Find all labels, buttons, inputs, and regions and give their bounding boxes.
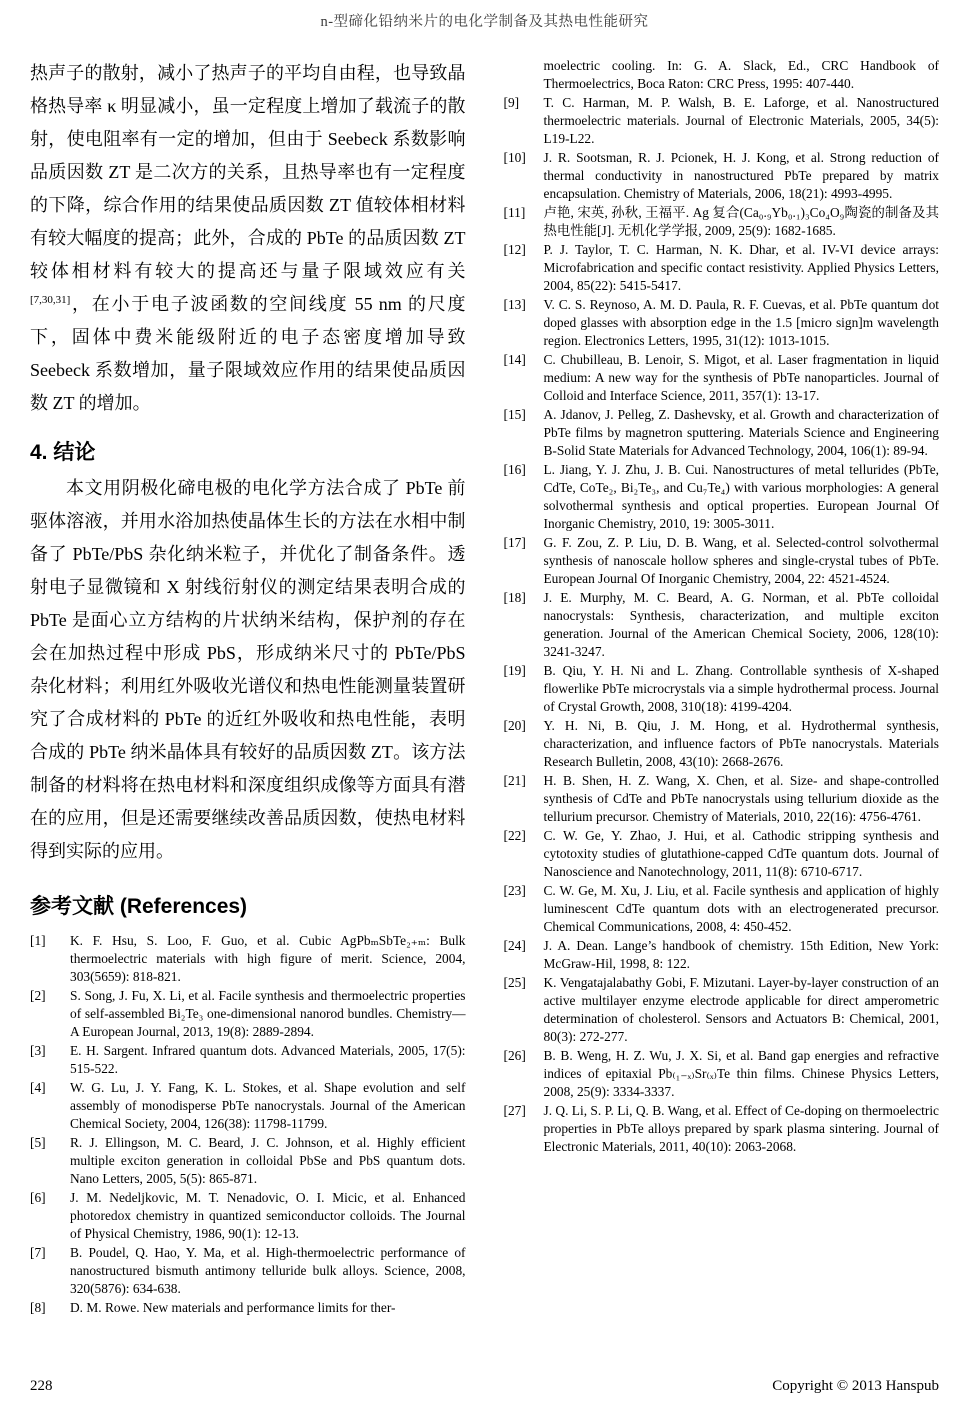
- reference-item: [504, 296, 940, 350]
- reference-number: [13]: [503, 297, 526, 312]
- reference-item: [30, 987, 466, 1041]
- reference-item: [504, 149, 940, 203]
- reference-text: W. G. Lu, J. Y. Fang, K. L. Stokes, et al. Shape evolution and self assembly of monodisperse PbTe nanocrystals. Journal of the American Chemical Society, 2004, 126(38): 11798-11799.: [70, 1080, 466, 1131]
- reference-text: K. F. Hsu, S. Loo, F. Guo, et al. Cubic AgPbₘSbTe₂₊ₘ: Bulk thermoelectric materials with high figure of merit. Science, 2004, 303(5659): 818-821.: [70, 933, 466, 984]
- right-column: [504, 57, 940, 1318]
- reference-item: [504, 589, 940, 661]
- reference-text: E. H. Sargent. Infrared quantum dots. Advanced Materials, 2005, 17(5): 515-522.: [70, 1043, 466, 1076]
- reference-item: [30, 1299, 466, 1317]
- section-heading-conclusion: 4. 结论: [30, 441, 96, 464]
- reference-number: [11]: [503, 205, 526, 220]
- reference-number: [5]: [30, 1135, 46, 1150]
- reference-number: [26]: [503, 1048, 526, 1063]
- reference-number: [21]: [503, 773, 526, 788]
- reference-number: [504, 57, 544, 93]
- reference-item: [30, 1189, 466, 1243]
- reference-text: J. M. Nedeljkovic, M. T. Nenadovic, O. I. Micic, et al. Enhanced photoredox chemistry in quantized semiconductor colloids. The Journal of Physical Chemistry, 1986, 90(1): 12-13.: [70, 1190, 466, 1241]
- reference-number: [4]: [30, 1080, 46, 1095]
- left-column: [30, 57, 466, 1318]
- reference-text: B. Qiu, Y. H. Ni and L. Zhang. Controllable synthesis of X-shaped flowerlike PbTe microcrystals via a simple hydrothermal process. Journal of Crystal Growth, 2008, 310(18): 4199-4204.: [543, 663, 939, 714]
- reference-number: [10]: [503, 150, 526, 165]
- copyright: Copyright © 2013 Hanspub: [772, 1378, 939, 1394]
- reference-text: K. Vengatajalabathy Gobi, F. Mizutani. Layer-by-layer construction of an active multilayer enzyme electrode applicable for direct amperometric determination of cholesterol. Sensors and Actuators B: Chemical, 2001, 80(3): 272-277.: [543, 975, 939, 1044]
- reference-number: [25]: [503, 975, 526, 990]
- reference-item: [30, 1244, 466, 1298]
- reference-number: [9]: [503, 95, 520, 110]
- reference-item: [504, 974, 940, 1046]
- reference-item: [30, 1042, 466, 1078]
- paragraph-text-b: ，在小于电子波函数的空间线度 55 nm 的尺度下，固体中费米能级附近的电子态密度增加导致 Seebeck 系数增加，量子限域效应作用的结果使品质因数 ZT 的增加。: [30, 294, 466, 413]
- reference-number: [20]: [503, 718, 526, 733]
- reference-number: [27]: [503, 1103, 526, 1118]
- reference-text: C. Chubilleau, B. Lenoir, S. Migot, et al. Laser fragmentation in liquid medium: A new way for the synthesis of PbTe nanoparticles. Journal of Colloid and Interface Science, 2011, 357(1): 13-17.: [543, 352, 939, 403]
- reference-item: [504, 57, 940, 93]
- reference-text: H. B. Shen, H. Z. Wang, X. Chen, et al. Size- and shape-controlled synthesis of CdTe and PbTe nanocrystals using tellurium dioxide as the tellurium precursor. Chemistry of Materials, 2010, 22(16): 4756-4761.: [543, 773, 939, 824]
- reference-text: 卢艳, 宋英, 孙秋, 王福平. Ag 复合(Ca₀.₉Yb₀.₁)₃Co₄O₉陶瓷的制备及其热电性能[J]. 无机化学学报, 2009, 25(9): 1682-1685.: [543, 205, 939, 238]
- reference-item: [504, 461, 940, 533]
- reference-item: [504, 94, 940, 148]
- reference-number: [3]: [30, 1043, 46, 1058]
- reference-text: A. Jdanov, J. Pelleg, Z. Dashevsky, et al. Growth and characterization of PbTe films by magnetron sputtering. Materials Science and Engineering B-Solid State Materials for Advanced Technology, 2004, 106(1): 89-94.: [543, 407, 939, 458]
- reference-item: [504, 882, 940, 936]
- reference-number: [14]: [503, 352, 526, 367]
- reference-number: [7]: [30, 1245, 46, 1260]
- references-list-right: [504, 57, 940, 1156]
- reference-item: [504, 772, 940, 826]
- reference-item: [504, 1102, 940, 1156]
- reference-item: [30, 1079, 466, 1133]
- reference-text: C. W. Ge, M. Xu, J. Liu, et al. Facile synthesis and application of highly luminescent CdTe quantum dots with an electrogenerated precursor. Chemical Communications, 2008, 4: 450-452.: [543, 883, 939, 934]
- reference-item: [30, 1134, 466, 1188]
- paragraph-text-a: 热声子的散射，减小了热声子的平均自由程，也导致晶格热导率 κ 明显减小，虽一定程度上增加了载流子的散射，使电阻率有一定的增加，但由于 Seebeck 系数影响品质因数 ZT 是二次方的关系，且热导率也有一定程度的下降，综合作用的结果使品质因数 ZT 值较体相材料有较大幅度的提高；此外，合成的 PbTe 的品质因数 ZT 较体相材料有较大的提高还与量子限域效应有关: [30, 63, 466, 281]
- reference-item: [504, 241, 940, 295]
- reference-number: [2]: [30, 988, 46, 1003]
- reference-number: [18]: [503, 590, 526, 605]
- reference-number: [22]: [503, 828, 526, 843]
- conclusion-paragraph: 本文用阴极化碲电极的电化学方法合成了 PbTe 前驱体溶液，并用水浴加热使晶体生长的方法在水相中制备了 PbTe/PbS 杂化纳米粒子，并优化了制备条件。透射电子显微镜和 X 射线衍射仪的测定结果表明合成的 PbTe 是面心立方结构的片状纳米结构，保护剂的存在会在加热过程中形成 PbS，形成纳米尺寸的 PbTe/PbS 杂化材料；利用红外吸收光谱仪和热电性能测量装置研究了合成材料的 PbTe 的近红外吸收和热电性能，表明合成的 PbTe 纳米晶体具有较好的品质因数 ZT。该方法制备的材料将在热电材料和深度组织成像等方面具有潜在的应用，但是还需要继续改善品质因数，使热电材料得到实际的应用。: [30, 478, 466, 861]
- body-paragraph: [30, 57, 466, 420]
- references-heading: 参考文献 (References): [30, 895, 248, 918]
- running-header: [30, 6, 939, 31]
- reference-number: [19]: [503, 663, 526, 678]
- reference-item: [504, 534, 940, 588]
- reference-number: [1]: [30, 933, 46, 948]
- reference-text: T. C. Harman, M. P. Walsh, B. E. Laforge, et al. Nanostructured thermoelectric materials. Journal of Electronic Materials, 2005, 34(5): L19-L22.: [543, 95, 939, 146]
- reference-text: C. W. Ge, Y. Zhao, J. Hui, et al. Cathodic stripping synthesis and cytotoxity studies of glutathione-capped CdTe quantum dots. Journal of Nanoscience and Nanotechnology, 2011, 11(8): 6710-6717.: [543, 828, 939, 879]
- reference-text: G. F. Zou, Z. P. Liu, D. B. Wang, et al. Selected-control solvothermal synthesis of nanoscale hollow spheres and single-crystal tubes of PbTe. European Journal Of Inorganic Chemistry, 2004, 22: 4521-4524.: [543, 535, 939, 586]
- reference-text: P. J. Taylor, T. C. Harman, N. K. Dhar, et al. IV-VI device arrays: Microfabrication and specific contact resistivity. Applied Physics Letters, 2004, 85(22): 5415-5417.: [543, 242, 939, 293]
- two-column-layout: [30, 57, 939, 1318]
- reference-text: B. B. Weng, H. Z. Wu, J. X. Si, et al. Band gap energies and refractive indices of epitaxial Pb₍₁₋ₓ₎Sr₍ₓ₎Te thin films. Chinese Physics Letters, 2008, 25(9): 3334-3337.: [543, 1048, 939, 1099]
- reference-number: [15]: [503, 407, 526, 422]
- reference-item: [504, 351, 940, 405]
- reference-text: V. C. S. Reynoso, A. M. D. Paula, R. F. Cuevas, et al. PbTe quantum dot doped glasses with absorption edge in the 1.5 [micro sign]m wavelength region. Electronics Letters, 1995, 31(12): 1013-1015.: [543, 297, 939, 348]
- reference-number: [8]: [30, 1300, 46, 1315]
- reference-item: [504, 662, 940, 716]
- page-footer: [30, 1378, 939, 1395]
- paper-title: n-型碲化铅纳米片的电化学制备及其热电性能研究: [320, 14, 649, 30]
- citation-superscript: [7,30,31]: [30, 294, 71, 306]
- reference-text: R. J. Ellingson, M. C. Beard, J. C. Johnson, et al. Highly efficient multiple exciton generation in colloidal PbSe and PbS quantum dots. Nano Letters, 2005, 5(5): 865-871.: [70, 1135, 466, 1186]
- reference-number: [23]: [503, 883, 526, 898]
- reference-number: [16]: [503, 462, 526, 477]
- reference-text: Y. H. Ni, B. Qiu, J. M. Hong, et al. Hydrothermal synthesis, characterization, and influence factors of PbTe nanocrystals. Materials Research Bulletin, 2008, 43(10): 2668-2676.: [543, 718, 939, 769]
- reference-item: [504, 1047, 940, 1101]
- reference-item: [30, 932, 466, 986]
- page-number: 228: [30, 1378, 53, 1394]
- reference-item: [504, 204, 940, 240]
- reference-text: moelectric cooling. In: G. A. Slack, Ed., CRC Handbook of Thermoelectrics, Boca Raton: CRC Press, 1995: 407-440.: [543, 58, 939, 91]
- reference-item: [504, 937, 940, 973]
- reference-item: [504, 717, 940, 771]
- reference-text: J. R. Sootsman, R. J. Pcionek, H. J. Kong, et al. Strong reduction of thermal conductivity in nanostructured PbTe prepared by matrix encapsulation. Chemistry of Materials, 2006, 18(21): 4993-4995.: [543, 150, 939, 201]
- reference-item: [504, 827, 940, 881]
- reference-text: J. A. Dean. Lange’s handbook of chemistry. 15th Edition, New York: McGraw-Hil, 1998, 8: 122.: [543, 938, 939, 971]
- reference-text: L. Jiang, Y. J. Zhu, J. B. Cui. Nanostructures of metal tellurides (PbTe, CdTe, CoTe₂, Bi₂Te₃, and Cu₇Te₄) with various morphologies: A general solvothermal synthesis and optical properties. European Journal Of Inorganic Chemistry, 2010, 19: 3005-3011.: [543, 462, 939, 531]
- reference-number: [12]: [503, 242, 526, 257]
- reference-text: J. E. Murphy, M. C. Beard, A. G. Norman, et al. PbTe colloidal nanocrystals: Synthesis, characterization, and multiple exciton generation. Journal of the American Chemical Society, 2006, 128(10): 3241-3247.: [543, 590, 939, 659]
- reference-item: [504, 406, 940, 460]
- reference-number: [6]: [30, 1190, 46, 1205]
- reference-number: [17]: [503, 535, 526, 550]
- reference-number: [24]: [503, 938, 526, 953]
- references-list-left: [30, 932, 466, 1317]
- reference-text: D. M. Rowe. New materials and performance limits for ther-: [70, 1300, 396, 1315]
- reference-text: B. Poudel, Q. Hao, Y. Ma, et al. High-thermoelectric performance of nanostructured bismuth antimony telluride bulk alloys. Science, 2008, 320(5876): 634-638.: [70, 1245, 466, 1296]
- reference-text: S. Song, J. Fu, X. Li, et al. Facile synthesis and thermoelectric properties of self-assembled Bi₂Te₃ one-dimensional nanorod bundles. Chemistry—A European Journal, 2013, 19(8): 2889-2894.: [70, 988, 466, 1039]
- reference-text: J. Q. Li, S. P. Li, Q. B. Wang, et al. Effect of Ce-doping on thermoelectric properties in PbTe alloys prepared by spark plasma sintering. Journal of Electronic Materials, 2011, 40(10): 2063-2068.: [543, 1103, 939, 1154]
